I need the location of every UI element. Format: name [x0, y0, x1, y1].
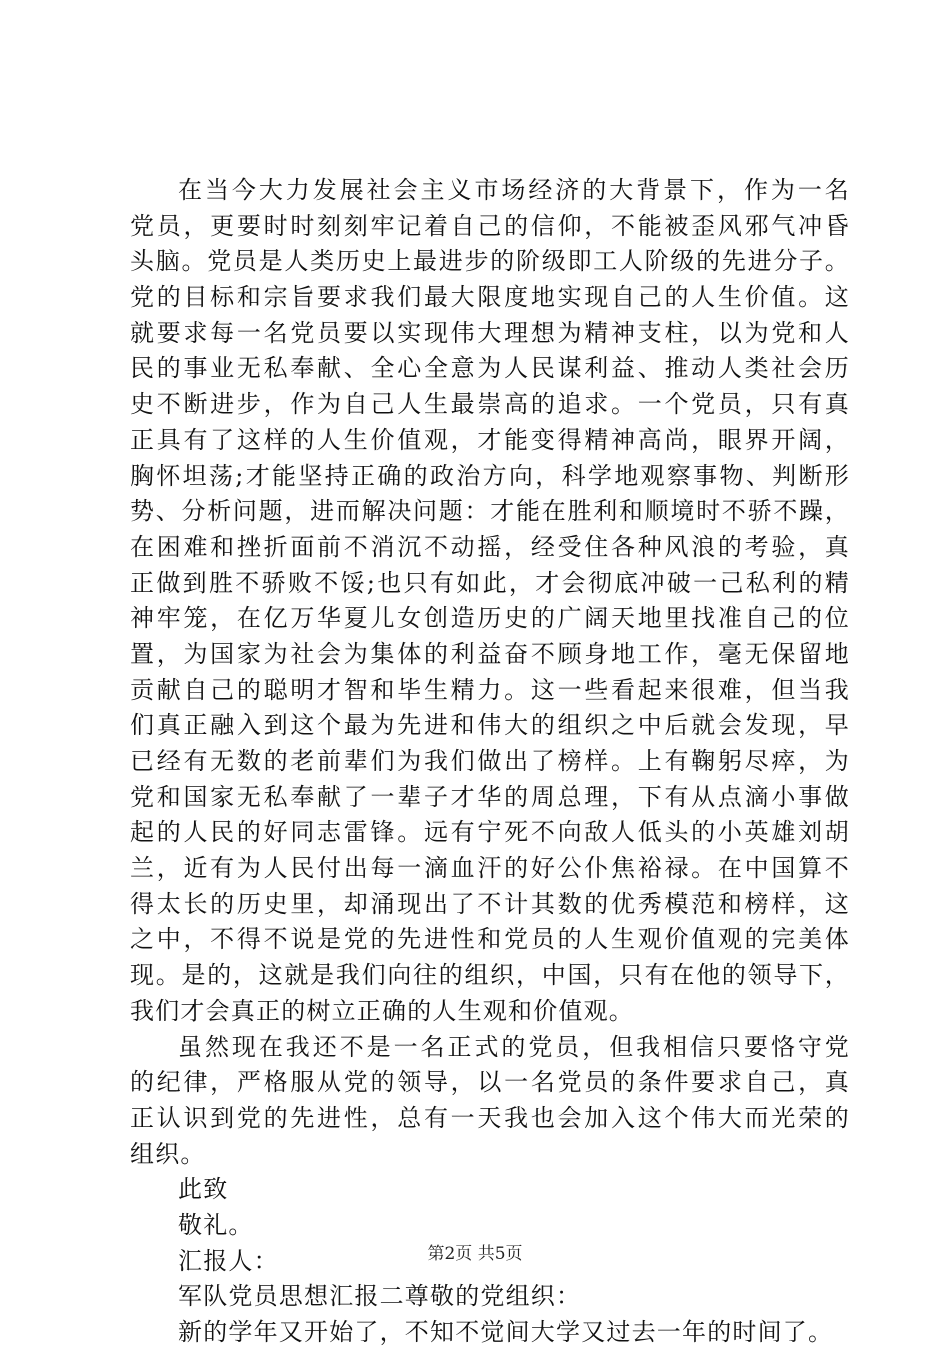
paragraph-1-line-12: 正做到胜不骄败不馁;也只有如此，才会彻底冲破一己私利的精 — [130, 568, 850, 597]
paragraph-1-line-22: 之中，不得不说是党的先进性和党员的人生观价值观的完美体 — [130, 925, 850, 954]
paragraph-2-line-4: 组织。 — [130, 1139, 206, 1168]
next-report-first-line: 新的学年又开始了，不知不觉间大学又过去一年的时间了。 — [178, 1318, 834, 1346]
next-report-heading: 军队党员思想汇报二尊敬的党组织： — [178, 1282, 582, 1311]
paragraph-1-line-4: 党的目标和宗旨要求我们最大限度地实现自己的人生价值。这 — [130, 283, 850, 312]
paragraph-2-line-3: 正认识到党的先进性，总有一天我也会加入这个伟大而光荣的 — [130, 1103, 850, 1132]
paragraph-1-line-5: 就要求每一名党员要以实现伟大理想为精神支柱，以为党和人 — [130, 318, 850, 347]
paragraph-1-line-14: 置，为国家为社会为集体的利益奋不顾身地工作，毫无保留地 — [130, 639, 850, 668]
paragraph-1-line-21: 得太长的历史里，却涌现出了不计其数的优秀模范和榜样，这 — [130, 889, 850, 918]
paragraph-2-line-1: 虽然现在我还不是一名正式的党员，但我相信只要恪守党 — [178, 1032, 850, 1061]
paragraph-1-line-10: 势、分析问题，进而解决问题：才能在胜利和顺境时不骄不躁， — [130, 497, 850, 526]
paragraph-2-line-2: 的纪律，严格服从党的领导，以一名党员的条件要求自己，真 — [130, 1068, 850, 1097]
paragraph-1-line-24: 我们才会真正的树立正确的人生观和价值观。 — [130, 996, 634, 1025]
paragraph-1-line-20: 兰，近有为人民付出每一滴血汗的好公仆焦裕禄。在中国算不 — [130, 854, 850, 883]
reporter-label: 汇报人： — [178, 1246, 279, 1275]
paragraph-1-line-6: 民的事业无私奉献、全心全意为人民谋利益、推动人类社会历 — [130, 354, 850, 383]
paragraph-1-line-19: 起的人民的好同志雷锋。远有宁死不向敌人低头的小英雄刘胡 — [130, 818, 850, 847]
paragraph-1-line-17: 已经有无数的老前辈们为我们做出了榜样。上有鞠躬尽瘁，为 — [130, 747, 850, 775]
paragraph-1-line-9: 胸怀坦荡;才能坚持正确的政治方向，科学地观察事物、判断形 — [130, 461, 850, 490]
paragraph-1-line-23: 现。是的，这就是我们向往的组织，中国，只有在他的领导下， — [130, 961, 850, 990]
paragraph-1-line-3: 头脑。党员是人类历史上最进步的阶级即工人阶级的先进分子。 — [130, 247, 850, 276]
paragraph-1-line-11: 在困难和挫折面前不消沉不动摇，经受住各种风浪的考验，真 — [130, 532, 850, 561]
paragraph-1-line-8: 正具有了这样的人生价值观，才能变得精神高尚，眼界开阔， — [130, 425, 850, 454]
closing-salutation: 此致 — [178, 1175, 229, 1204]
paragraph-1-line-15: 贡献自己的聪明才智和毕生精力。这一些看起来很难，但当我 — [130, 675, 850, 704]
closing-regards: 敬礼。 — [178, 1210, 254, 1239]
paragraph-1-line-7: 史不断进步，作为自己人生最崇高的追求。一个党员，只有真 — [130, 390, 850, 419]
document-body — [130, 173, 850, 1351]
paragraph-1-line-13: 神牢笼，在亿万华夏儿女创造历史的广阔天地里找准自己的位 — [130, 604, 850, 633]
paragraph-1-line-16: 们真正融入到这个最为先进和伟大的组织之中后就会发现，早 — [130, 711, 850, 740]
paragraph-1-line-18: 党和国家无私奉献了一辈子才华的周总理，下有从点滴小事做 — [130, 782, 850, 811]
paragraph-1-line-1: 在当今大力发展社会主义市场经济的大背景下，作为一名 — [178, 176, 850, 204]
paragraph-1-line-2: 党员，更要时时刻刻牢记着自己的信仰，不能被歪风邪气冲昏 — [130, 211, 850, 240]
page-number-footer: 第2页 共5页 — [427, 1244, 523, 1264]
